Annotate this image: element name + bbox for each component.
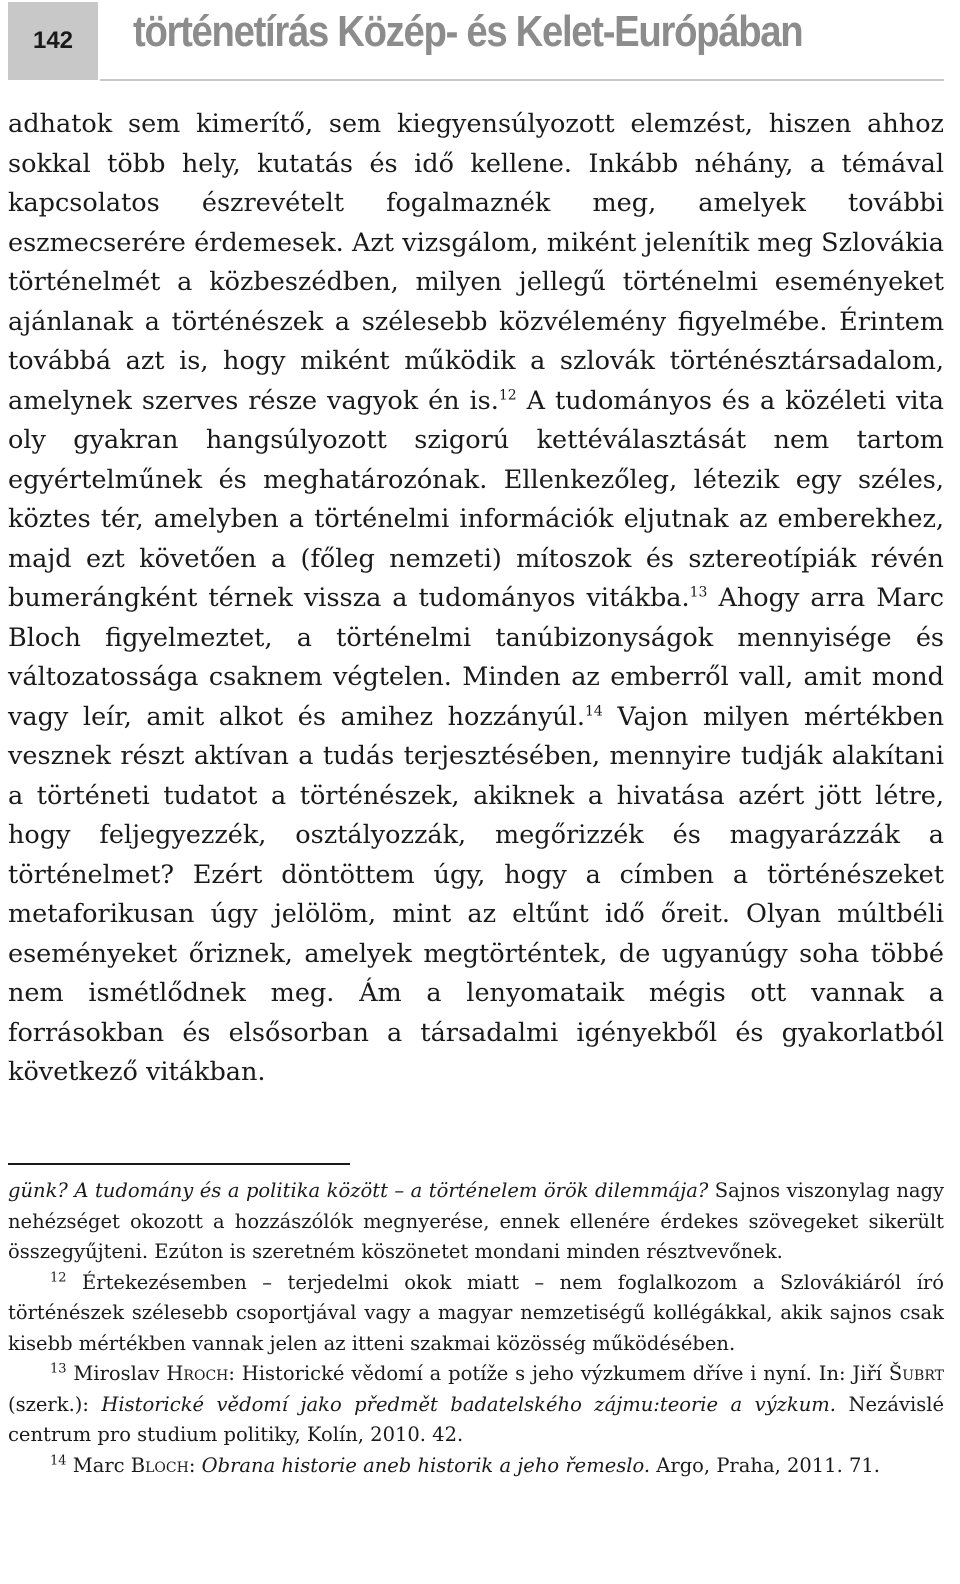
footnote-continuation bbox=[8, 1176, 944, 1268]
footnote-13-book-title: Historické vědomí jako předmět badatelského zájmu:teorie a výzkum. bbox=[101, 1392, 836, 1416]
author-name-subrt-initial: Š bbox=[888, 1362, 903, 1385]
author-name-bloch-rest: loch bbox=[145, 1453, 189, 1477]
page-header bbox=[0, 0, 960, 86]
footnote-12-text: Értekezésemben – terjedelmi okok miatt – nem foglalkozom a Szlovákiáról író történészek szélesebb csoportjával vagy a magyar nemzetiségű kollégákkal, akik sajnos csak kisebb mértékben vannak jelen az itteni szakmai közösség működésében. bbox=[8, 1270, 944, 1355]
footnote-ref-12[interactable]: 12 bbox=[498, 387, 517, 403]
footnote-14-text-c: Argo, Praha, 2011. 71. bbox=[650, 1453, 880, 1477]
footnote-14-text-a: Marc bbox=[66, 1453, 131, 1477]
footnote-cont-italic: günk? A tudomány és a politika között – a történelem örök dilemmája? bbox=[8, 1179, 709, 1202]
body-sentence-1: adhatok sem kimerítő, sem kiegyensúlyozott elemzést, hiszen ahhoz sokkal több hely, kutatás és idő kellene. Inkább néhány, a témával kapcsolatos észrevételt fogalmaznék meg, amelyek további eszmecserére érdemesek. Azt vizsgálom, miként jelenítik meg Szlovákia történelmét a közbeszédben, milyen jellegű történelmi eseményeket ajánlanak a történészek a szélesebb közvélemény figyelmébe. Érintem továbbá azt is, hogy miként működik a szlovák történésztársadalom, amelynek szerves része vagyok én is. bbox=[8, 109, 944, 416]
footnote-12 bbox=[8, 1268, 944, 1360]
footnote-14 bbox=[8, 1451, 944, 1482]
footnote-ref-13[interactable]: 13 bbox=[689, 584, 708, 601]
footnote-separator bbox=[8, 1163, 350, 1165]
author-name-subrt bbox=[889, 1362, 944, 1385]
body-sentence-4: Vajon milyen mértékben vesznek részt aktívan a tudás terjesztésében, mennyire tudják alakítani a történeti tudatot a történészek, akiknek a hivatása azért jött létre, hogy feljegyezzék, osztályozzák, megőrizzék és magyarázzák a történelmet? Ezért döntöttem úgy, hogy a címben a történészeket metaforikusan úgy jelölöm, mint az eltűnt idő őreit. Olyan múltbéli eseményeket őriznek, amelyek megtörténtek, de ugyanúgy soha többé nem ismétlődnek meg. Ám a lenyomataik mégis ott vannak a forrásokban és elsősorban a társadalmi igényekből és gyakorlatból következő vitákban. bbox=[8, 701, 945, 1087]
author-name-hroch bbox=[166, 1362, 228, 1385]
page-number: 142 bbox=[8, 2, 98, 80]
body-sentence-2: A tudományos és a közéleti vita oly gyakran hangsúlyozott szigorú kettéválasztását nem tartom egyértelműnek és meghatározónak. Ellenkezőleg, létezik egy széles, köztes tér, amelyben a történelmi információk eljutnak az emberekhez, majd ezt követően a (főleg nemzeti) mítoszok és sztereotípiák révén bumerángként térnek vissza a tudományos vitákba. bbox=[8, 385, 944, 613]
body-sentence-3: Ahogy arra Marc Bloch figyelmeztet, a történelmi tanúbizonyságok mennyisége és változatossága csaknem végtelen. Minden az emberről vall, amit mond vagy leír, amit alkot és amihez hozzányúl. bbox=[8, 583, 944, 732]
footnote-ref-14[interactable]: 14 bbox=[584, 703, 603, 719]
body-text bbox=[8, 105, 944, 1093]
body-paragraph bbox=[8, 105, 944, 1093]
header-rule bbox=[100, 79, 944, 81]
footnote-13-text-c: (szerk.): bbox=[8, 1392, 102, 1416]
footnote-cont-text: Sajnos viszonylag nagy nehézséget okozott a hozzászólók megnyerése, ennek ellenére érdekes szövegeket sikerült összegyűjteni. Ezúton is szeretném köszönetet mondani minden résztvevőnek. bbox=[8, 1179, 945, 1263]
author-name-subrt-rest: ubrt bbox=[902, 1362, 944, 1385]
footnote-13-text-b: : Historické vědomí a potíže s jeho výzkumem dříve i nyní. In: Jiří bbox=[228, 1362, 889, 1385]
running-title: történetírás Közép- és Kelet-Európában bbox=[133, 7, 803, 56]
author-name-bloch-initial: B bbox=[130, 1453, 146, 1477]
footnotes bbox=[8, 1176, 944, 1481]
author-name-bloch bbox=[131, 1454, 189, 1477]
footnote-13-number: 13 bbox=[50, 1361, 67, 1377]
footnote-14-number: 14 bbox=[50, 1453, 67, 1468]
footnote-12-number: 12 bbox=[50, 1270, 67, 1285]
footnote-14-book-title: Obrana historie aneb historik a jeho řemeslo. bbox=[201, 1453, 651, 1477]
author-name-hroch-initial: H bbox=[166, 1362, 184, 1385]
footnote-13 bbox=[8, 1359, 944, 1451]
footnote-13-text-a: Miroslav bbox=[66, 1362, 167, 1385]
footnote-13-text-d: Nezávislé centrum pro studium politiky, Kolín, 2010. 42. bbox=[8, 1392, 944, 1446]
author-name-hroch-rest: roch bbox=[183, 1362, 229, 1385]
footnote-14-text-b: : bbox=[188, 1453, 202, 1477]
